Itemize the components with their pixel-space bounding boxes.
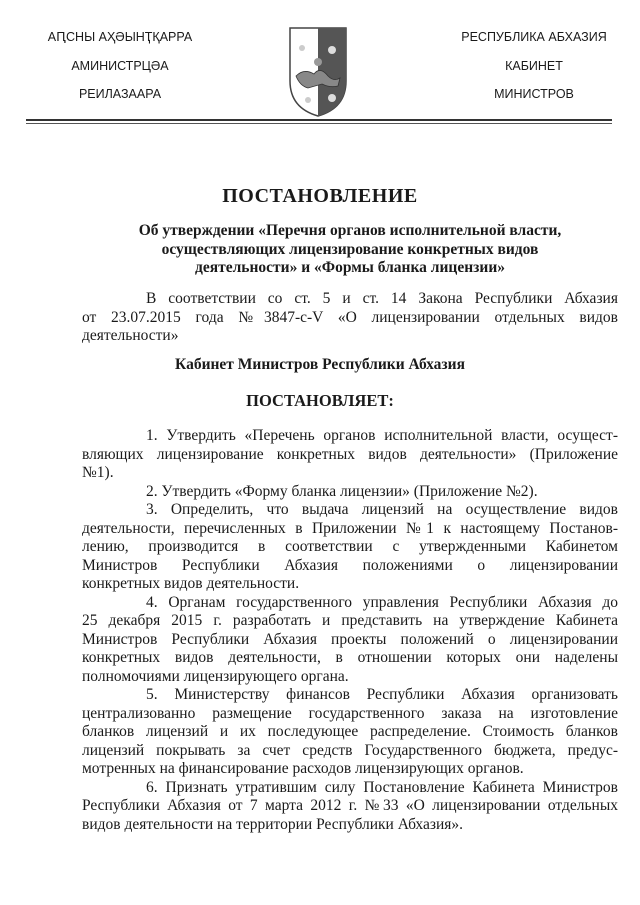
decree-item-line: бланков лицензий и их последующее распределение. Стоимость бланков xyxy=(82,723,618,740)
decree-item-line: 2. Утвердить «Форму бланка лицензии» (Приложение №2). xyxy=(146,482,538,500)
decree-item xyxy=(82,501,618,594)
decree-item-line: мотренных на финансирование расходов лицензирующих органов. xyxy=(82,760,524,777)
issuer: Кабинет Министров Республики Абхазия xyxy=(175,356,465,373)
letterhead-right-line: МИНИСТРОВ xyxy=(494,87,574,101)
decree-item-line: 3. Определить, что выдача лицензий на осуществление видов xyxy=(146,501,618,518)
decree-item xyxy=(82,594,618,687)
decree-item xyxy=(82,427,618,483)
decree-item-line: конкретных видов деятельности, в отношении которых они наделены xyxy=(82,649,618,666)
preamble-line: деятельности» xyxy=(82,327,179,344)
decree-item-line: 6. Признать утратившим силу Постановление Кабинета Министров xyxy=(146,778,618,796)
decree-item-line: Республики Абхазия от 7 марта 2012 г. №33 «О лицензировании отдельных xyxy=(82,797,618,814)
decree-item xyxy=(82,483,618,502)
decree-item-line: 5. Министерству финансов Республики Абхазия организовать xyxy=(146,686,618,703)
letterhead-left-line: АМИНИСТРЦӘА xyxy=(71,58,169,73)
subtitle-line: осуществляющих лицензирование конкретных видов xyxy=(161,240,539,258)
letterhead-right-line: КАБИНЕТ xyxy=(505,58,563,73)
decree-item xyxy=(82,686,618,779)
decree-item-line: лению, производится в соответствии с утвержденными Кабинетом xyxy=(82,538,618,555)
decree-word: ПОСТАНОВЛЯЕТ: xyxy=(246,391,394,410)
preamble xyxy=(82,290,618,346)
decree-item-line: 1. Утвердить «Перечень органов исполнительной власти, осущест- xyxy=(146,427,618,444)
preamble-line: В соответствии со ст. 5 и ст. 14 Закона Республики Абхазия xyxy=(146,290,618,307)
document-title: ПОСТАНОВЛЕНИЕ xyxy=(222,185,418,207)
header-divider xyxy=(26,123,612,124)
decree-item-line: вляющих лицензирование конкретных видов деятельности» (Приложение xyxy=(82,445,618,463)
decree-item-line: полномочиями лицензирующего органа. xyxy=(82,667,349,685)
preamble-line: от 23.07.2015 года №3847-с-V «О лицензировании отдельных видов xyxy=(82,308,618,326)
decree-item-line: лицензий покрывать за счет средств Государственного бюджета, предус- xyxy=(82,741,618,759)
decree-item-line: 4. Органам государственного управления Республики Абхазия до xyxy=(146,593,618,611)
subtitle-line: Об утверждении «Перечня органов исполнительной власти, xyxy=(138,222,562,239)
decree-item-line: деятельности, перечисленных в Приложении №1 к настоящему Постанов- xyxy=(82,519,618,537)
decree-item-line: видов деятельности на территории Республики Абхазия». xyxy=(82,815,464,833)
decree-item xyxy=(82,779,618,835)
decree-item-line: централизованно размещение государственного заказа на изготовление xyxy=(82,704,618,722)
decree-items xyxy=(82,427,618,834)
letterhead-right xyxy=(424,23,640,109)
decree-item-line: №1). xyxy=(82,464,114,481)
decree-item-line: Министров Республики Абхазия проекты положений о лицензировании xyxy=(82,630,618,648)
decree-item-line: конкретных видов деятельности. xyxy=(82,575,300,592)
decree-item-line: Министров Республики Абхазия положениями о лицензировании xyxy=(82,556,618,574)
letterhead-left-line: АԤСНЫ АҲӘЫНҬҚАРРА xyxy=(47,30,193,44)
decree-item-line: 25 декабря 2015 г. разработать и представить на утверждение Кабинета xyxy=(82,612,618,629)
coat-of-arms-icon xyxy=(288,26,348,118)
subtitle-line: деятельности» и «Формы бланка лицензии» xyxy=(194,259,506,276)
letterhead-right-line: РЕСПУБЛИКА АБХАЗИЯ xyxy=(461,30,607,44)
document-subtitle xyxy=(82,222,618,278)
header-divider xyxy=(26,119,612,121)
letterhead-left-line: РЕИЛАЗААРА xyxy=(78,87,162,101)
letterhead-left xyxy=(10,23,230,109)
